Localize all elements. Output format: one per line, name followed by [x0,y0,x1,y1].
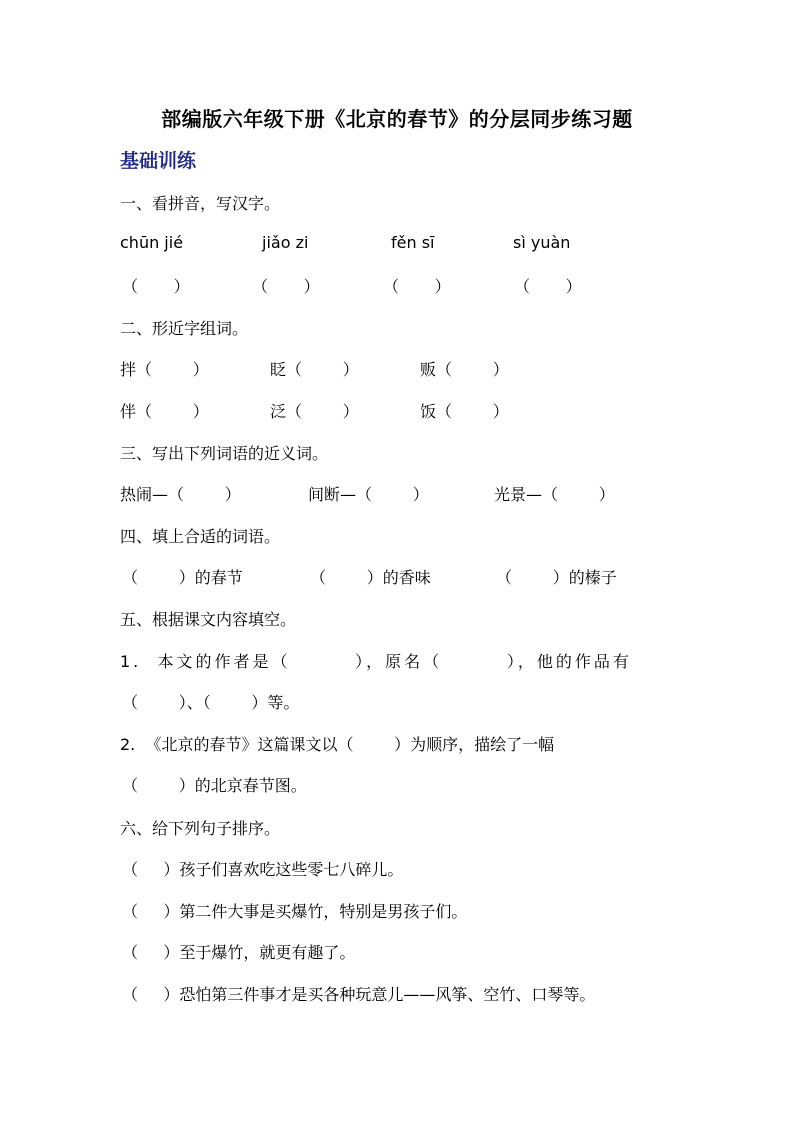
answer-blank[interactable]: （ ） [383,277,451,296]
section-subtitle: 基础训练 [120,150,197,172]
question-heading-6: 六、给下列句子排序。 [120,819,281,838]
page-title: 部编版六年级下册《北京的春节》的分层同步练习题 [161,107,633,131]
question-heading-3: 三、写出下列词语的近义词。 [120,444,329,463]
fill-question-2-line-2[interactable]: （ ）的北京春节图。 [122,776,307,795]
pinyin-item: chūn jié [120,233,184,252]
ordering-item[interactable]: （ ）恐怕第三件事才是买各种玩意儿——风筝、空竹、口琴等。 [122,985,596,1004]
question-heading-4: 四、填上合适的词语。 [120,527,281,546]
question-heading-5: 五、根据课文内容填空。 [120,610,297,629]
word-blank[interactable]: 伴（ ） [120,402,209,421]
word-blank[interactable]: 眨（ ） [270,360,359,379]
answer-blank[interactable]: （ ） [514,277,582,296]
ordering-item[interactable]: （ ）孩子们喜欢吃这些零七八碎儿。 [122,860,404,879]
question-heading-1: 一、看拼音，写汉字。 [120,194,281,213]
synonym-blank[interactable]: 光景—（ ） [494,485,615,504]
question-heading-2: 二、形近字组词。 [120,319,249,338]
fill-question-2-line-1[interactable]: 2. 《北京的春节》这篇课文以（ ）为顺序，描绘了一幅 [120,735,555,754]
fill-question-1-line-1[interactable]: 1. 本文的作者是（ ），原名（ ），他的作品有 [120,652,632,671]
word-blank[interactable]: 泛（ ） [270,402,359,421]
synonym-blank[interactable]: 间断—（ ） [308,485,429,504]
word-blank[interactable]: 贩（ ） [420,360,509,379]
synonym-blank[interactable]: 热闹—（ ） [120,485,241,504]
answer-blank[interactable]: （ ） [252,277,320,296]
ordering-item[interactable]: （ ）第二件大事是买爆竹，特别是男孩子们。 [122,902,468,921]
pinyin-item: fěn sī [391,233,435,252]
word-blank[interactable]: 拌（ ） [120,360,209,379]
fill-word-blank[interactable]: （ ）的榛子 [496,568,617,587]
fill-word-blank[interactable]: （ ）的春节 [122,568,243,587]
ordering-item[interactable]: （ ）至于爆竹，就更有趣了。 [122,943,356,962]
pinyin-item: sì yuàn [513,233,571,252]
word-blank[interactable]: 饭（ ） [420,402,509,421]
answer-blank[interactable]: （ ） [122,277,190,296]
fill-question-1-line-2[interactable]: （ ）、（ ）等。 [122,693,300,712]
fill-word-blank[interactable]: （ ）的香味 [310,568,431,587]
pinyin-item: jiǎo zi [262,233,309,252]
